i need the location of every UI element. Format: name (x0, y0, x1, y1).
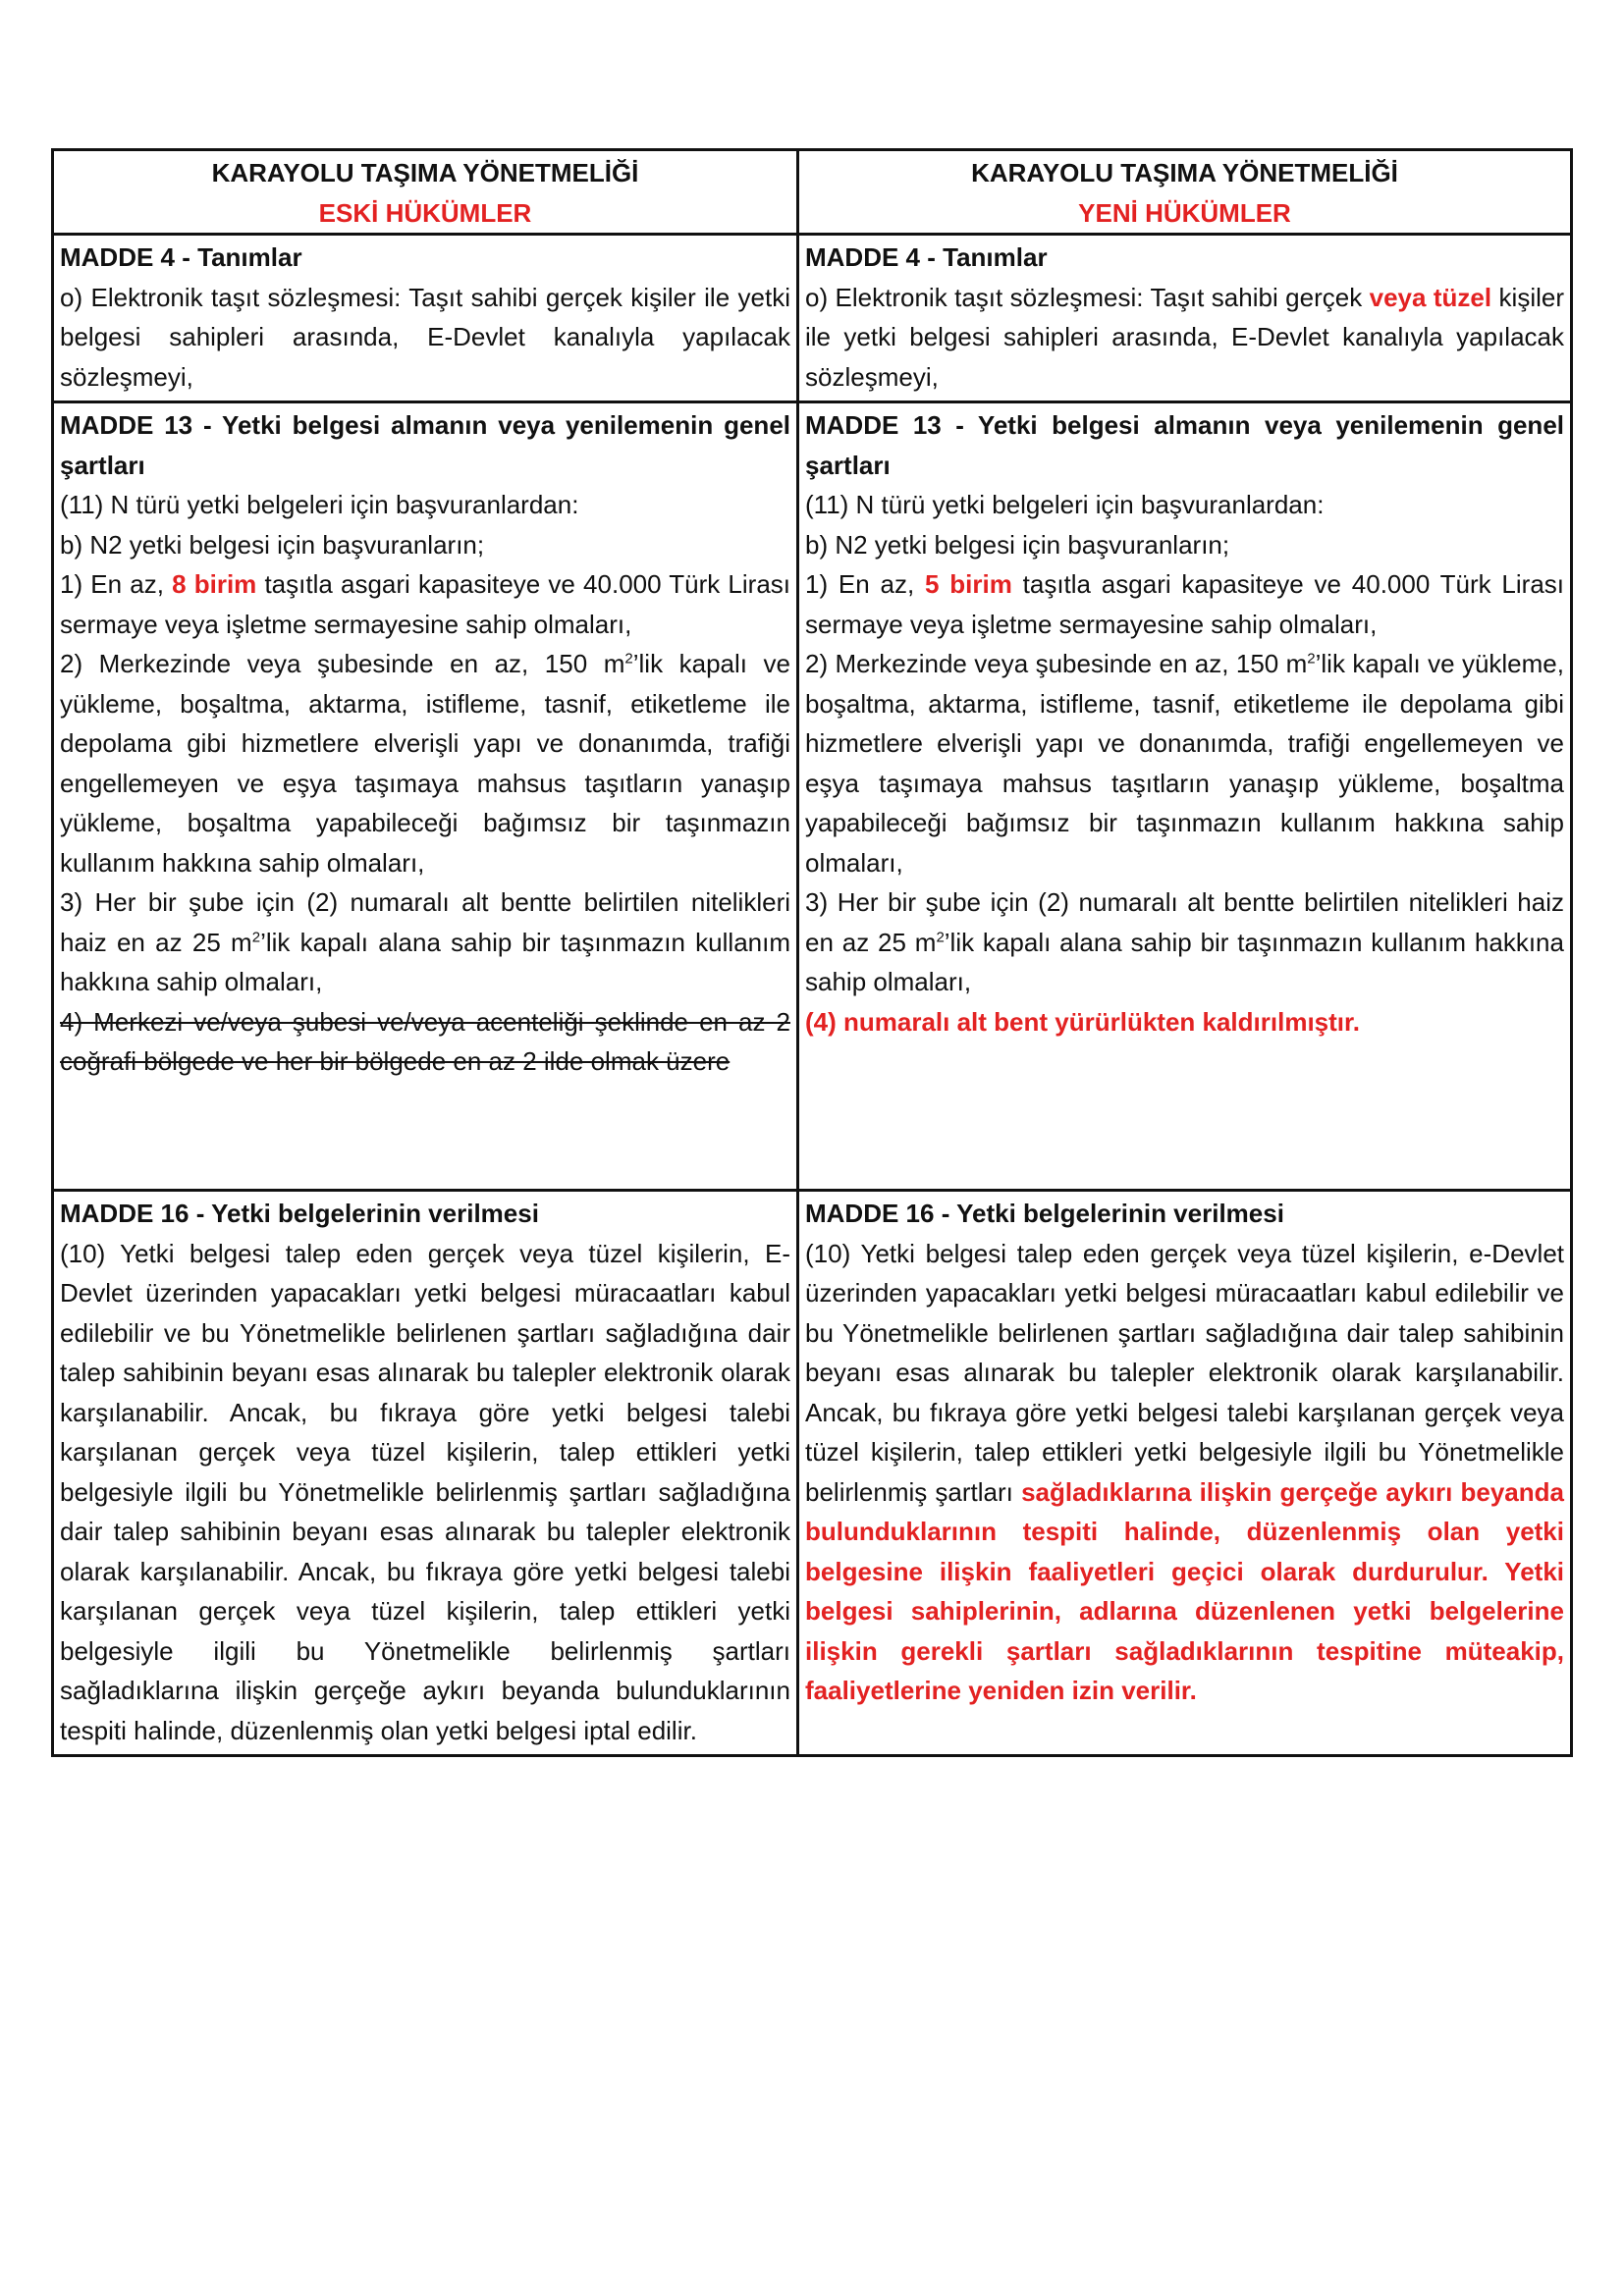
repealed-paragraph: 4) Merkezi ve/veya şubesi ve/veya acenteliği şeklinde en az 2 coğrafi bölgede ve her bir bölgede en az 2 ilde olmak üzere (60, 1006, 790, 1076)
changed-text: 5 birim (925, 569, 1012, 599)
article-4-new-heading: MADDE 4 - Tanımlar (805, 242, 1048, 272)
paragraph: 3) Her bir şube için (2) numaralı alt bentte belirtilen nitelikleri haiz en az 25 $m^2’lik$ kapalı alana sahip bir taşınmazın kullanım hakkına sahip olmaları, (60, 887, 790, 996)
paragraph: 3) Her bir şube için (2) numaralı alt bentte belirtilen nitelikleri haiz en az 25 $m^2’lik$ kapalı alana sahip bir taşınmazın kullanım hakkına sahip olmaları, (805, 887, 1564, 996)
article-13-old-heading: MADDE 13 - Yetki belgesi almanın veya yenilemenin genel şartları (60, 410, 790, 480)
article-16-row (53, 1191, 1572, 1756)
article-16-new-cell (798, 1191, 1572, 1756)
paragraph: (11) N türü yetki belgeleri için başvuranlardan: (805, 490, 1325, 519)
paragraph: 2) Merkezinde veya şubesinde en az, 150 $m^2’lik$ kapalı ve yükleme, boşaltma, aktarma, istifleme, tasnif, etiketleme ile depolama gibi hizmetlere elverişli yapı ve donanımda, trafiği engellemeyen ve eşya taşımaya mahsus taşıtların yanaşıp yükleme, boşaltma yapabileceği bağımsız bir taşınmazın kullanım hakkına sahip olmaları, (805, 649, 1564, 878)
left-column-subtitle: ESKİ HÜKÜMLER (318, 197, 532, 228)
article-4-row (53, 235, 1572, 402)
article-16-new-heading: MADDE 16 - Yetki belgelerinin verilmesi (805, 1199, 1284, 1228)
changed-text: sağladıklarına ilişkin gerçeğe aykırı beyanda bulunduklarının tespiti halinde, düzenlenmiş olan yetki belgesine ilişkin faaliyetleri geçici olarak durdurulur. Yetki belgesi sahiplerinin, adlarına düzenlenen yetki belgelerine ilişkin gerekli şartları sağladıklarının tespitine müteakip, faaliyetlerine yeniden izin verilir. (805, 1476, 1564, 1705)
article-16-old-heading: MADDE 16 - Yetki belgelerinin verilmesi (60, 1199, 539, 1228)
article-4-old-heading: MADDE 4 - Tanımlar (60, 242, 302, 272)
article-4-new-cell (798, 235, 1572, 402)
right-column-title: KARAYOLU TAŞIMA YÖNETMELİĞİ (971, 158, 1398, 187)
paragraph: 2) Merkezinde veya şubesinde en az, 150 $m^2’lik$ kapalı ve yükleme, boşaltma, aktarma, istifleme, tasnif, etiketleme ile depolama gibi hizmetlere elverişli yapı ve donanımda, trafiği engellemeyen ve eşya taşımaya mahsus taşıtların yanaşıp yükleme, boşaltma yapabileceği bağımsız bir taşınmazın kullanım hakkına sahip olmaları, (60, 649, 790, 878)
paragraph: (11) N türü yetki belgeleri için başvuranlardan: (60, 490, 579, 519)
article-13-new-heading: MADDE 13 - Yetki belgesi almanın veya yenilemenin genel şartları (805, 410, 1564, 480)
article-4-old-cell (53, 235, 798, 402)
paragraph: b) N2 yetki belgesi için başvuranların; (60, 529, 485, 560)
changed-text: 8 birim (172, 569, 257, 599)
left-column-title: KARAYOLU TAŞIMA YÖNETMELİĞİ (211, 158, 639, 187)
header-left-cell (53, 150, 798, 235)
comparison-table (51, 148, 1573, 1757)
header-row (53, 150, 1572, 235)
paragraph: 1) En az, 5 birim taşıtla asgari kapasiteye ve 40.000 Türk Lirası sermaye veya işletme sermayesine sahip olmaları, (805, 569, 1564, 639)
header-right-cell (798, 150, 1572, 235)
article-13-row (53, 402, 1572, 1191)
paragraph: 1) En az, 8 birim taşıtla asgari kapasiteye ve 40.000 Türk Lirası sermaye veya işletme sermayesine sahip olmaları, (60, 569, 790, 639)
article-4-new-text: o) Elektronik taşıt sözleşmesi: Taşıt sahibi gerçek veya tüzel kişiler ile yetki belgesi sahipleri arasında, E-Devlet kanalıyla yapılacak sözleşmeyi, (805, 282, 1564, 392)
repeal-notice: (4) numaralı alt bent yürürlükten kaldırılmıştır. (805, 1006, 1360, 1037)
article-4-old-text: o) Elektronik taşıt sözleşmesi: Taşıt sahibi gerçek kişiler ile yetki belgesi sahipleri arasında, E-Devlet kanalıyla yapılacak sözleşmeyi, (60, 282, 790, 392)
article-16-new-text: (10) Yetki belgesi talep eden gerçek veya tüzel kişilerin, e-Devlet üzerinden yapacakları yetki belgesi müracaatları kabul edilebilir ve bu Yönetmelikle belirlenen şartları sağladığına dair talep sahibinin beyanı esas alınarak bu talepler elektronik olarak karşılanabilir. Ancak, bu fıkraya göre yetki belgesi talebi karşılanan gerçek veya tüzel kişilerin, talep ettikleri yetki belgesiyle ilgili bu Yönetmelikle belirlenmiş şartları sağladıklarına ilişkin gerçeğe aykırı beyanda bulunduklarının tespiti halinde, düzenlenmiş olan yetki belgesine ilişkin faaliyetleri geçici olarak durdurulur. Yetki belgesi sahiplerinin, adlarına düzenlenen yetki belgelerine ilişkin gerekli şartları sağladıklarının tespitine müteakip, faaliyetlerine yeniden izin verilir. (805, 1238, 1564, 1705)
article-13-new-cell (798, 402, 1572, 1191)
changed-text: veya tüzel (1369, 282, 1492, 312)
article-16-old-text: (10) Yetki belgesi talep eden gerçek veya tüzel kişilerin, E-Devlet üzerinden yapacakları yetki belgesi müracaatları kabul edilebilir ve bu Yönetmelikle belirlenen şartları sağladığına dair talep sahibinin beyanı esas alınarak bu talepler elektronik olarak karşılanabilir. Ancak, bu fıkraya göre yetki belgesi talebi karşılanan gerçek veya tüzel kişilerin, talep ettikleri yetki belgesiyle ilgili bu Yönetmelikle belirlenmiş şartları sağladığına dair talep sahibinin beyanı esas alınarak bu talepler elektronik olarak karşılanabilir. Ancak, bu fıkraya göre yetki belgesi talebi karşılanan gerçek veya tüzel kişilerin, talep ettikleri yetki belgesiyle ilgili bu Yönetmelikle belirlenmiş şartları sağladıklarına ilişkin gerçeğe aykırı beyanda bulunduklarının tespiti halinde, düzenlenmiş olan yetki belgesi iptal edilir. (60, 1238, 790, 1745)
article-16-old-cell (53, 1191, 798, 1756)
article-13-old-cell (53, 402, 798, 1191)
right-column-subtitle: YENİ HÜKÜMLER (1078, 197, 1291, 228)
paragraph: b) N2 yetki belgesi için başvuranların; (805, 529, 1230, 560)
